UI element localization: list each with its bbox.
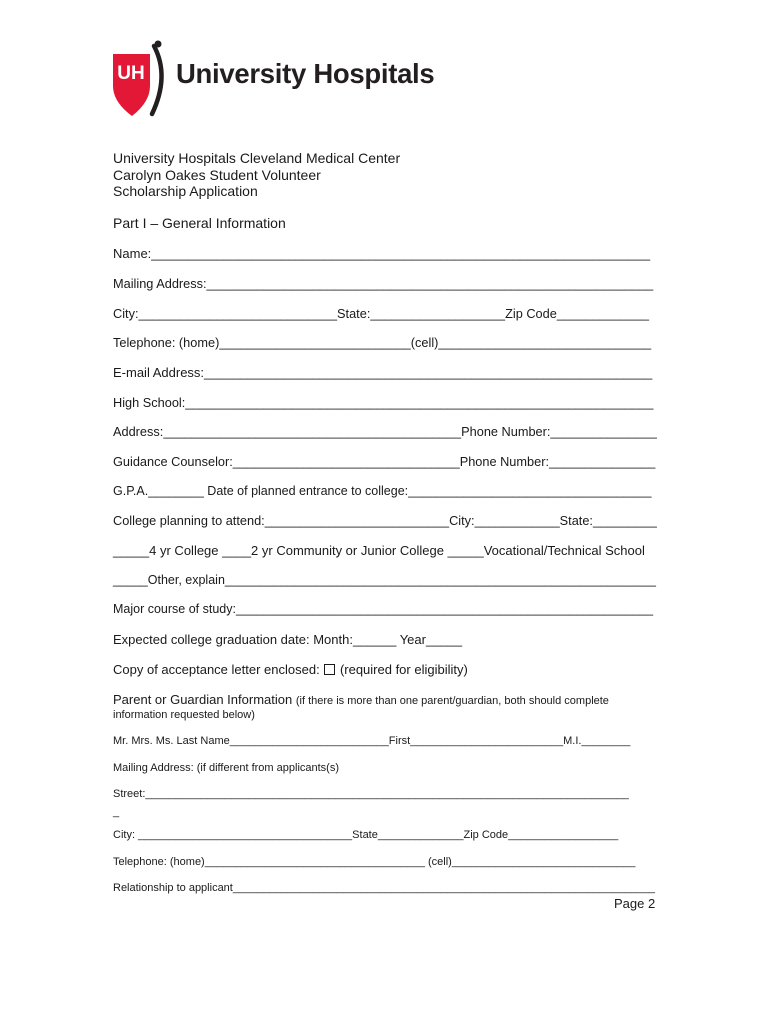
parent-street-cont: _ <box>113 806 120 818</box>
uh-shield-icon <box>110 38 180 120</box>
svg-text:UH: UH <box>117 63 145 84</box>
page-number: Page 2 <box>614 896 656 911</box>
parent-mailing-label: Mailing Address: (if different from applicants(s) <box>113 762 339 774</box>
parent-telephone-field[interactable]: Telephone: (home)____________________________________ (cell)______________________________ <box>113 856 636 868</box>
section-title: Part I – General Information <box>113 215 286 231</box>
acceptance-checkbox[interactable] <box>324 664 335 675</box>
school-address-field[interactable]: Address:__________________________________________Phone Number:_______________ <box>113 424 657 439</box>
parent-heading-line <box>113 692 609 707</box>
parent-street-field[interactable]: Street:_______________________________________________________________________________ <box>113 788 629 800</box>
university-hospitals-logo <box>110 38 450 120</box>
acceptance-label: Copy of acceptance letter enclosed: <box>113 662 320 677</box>
hospital-name: University Hospitals Cleveland Medical Center <box>113 150 401 166</box>
graduation-date-field[interactable]: Expected college graduation date: Month:______ Year_____ <box>113 632 463 647</box>
college-field[interactable]: College planning to attend:__________________________City:____________State:_________ <box>113 513 657 528</box>
city-state-zip-field[interactable]: City:____________________________State:___________________Zip Code_____________ <box>113 306 650 321</box>
gpa-entrance-date-field[interactable]: G.P.A.________ Date of planned entrance to college:___________________________________ <box>113 484 652 498</box>
parent-city-state-zip-field[interactable]: City: ___________________________________State______________Zip Code__________________ <box>113 829 619 841</box>
other-explain-field[interactable]: _____Other, explain______________________________________________________________ <box>113 573 656 587</box>
guidance-counselor-field[interactable]: Guidance Counselor:________________________________Phone Number:_______________ <box>113 454 656 469</box>
email-field[interactable]: E-mail Address:______________________________________________________________ <box>113 365 653 380</box>
relationship-field[interactable]: Relationship to applicant_____________________________________________________________________ <box>113 882 655 894</box>
name-field[interactable]: Name:_____________________________________________________________________ <box>113 246 651 261</box>
parent-note-cont: information requested below) <box>113 709 255 721</box>
telephone-field[interactable]: Telephone: (home)___________________________(cell)______________________________ <box>113 335 652 350</box>
brand-name: University Hospitals <box>176 58 435 89</box>
mailing-address-field[interactable]: Mailing Address:_______________________________________________________________ <box>113 276 654 291</box>
college-type-options[interactable]: _____4 yr College ____2 yr Community or Junior College _____Vocational/Technical School <box>113 543 645 558</box>
high-school-field[interactable]: High School:__________________________________________________________________ <box>113 395 654 410</box>
major-field[interactable]: Major course of study:____________________________________________________________ <box>113 602 654 616</box>
parent-heading: Parent or Guardian Information <box>113 692 293 707</box>
program-name: Carolyn Oakes Student Volunteer <box>113 167 321 183</box>
parent-name-field[interactable]: Mr. Mrs. Ms. Last Name__________________________First_________________________M.I.________ <box>113 735 631 747</box>
acceptance-letter-line <box>113 662 468 677</box>
eligibility-note: (required for eligibility) <box>339 662 468 677</box>
parent-note: (if there is more than one parent/guardian, both should complete <box>295 695 609 707</box>
document-title: Scholarship Application <box>113 183 258 199</box>
